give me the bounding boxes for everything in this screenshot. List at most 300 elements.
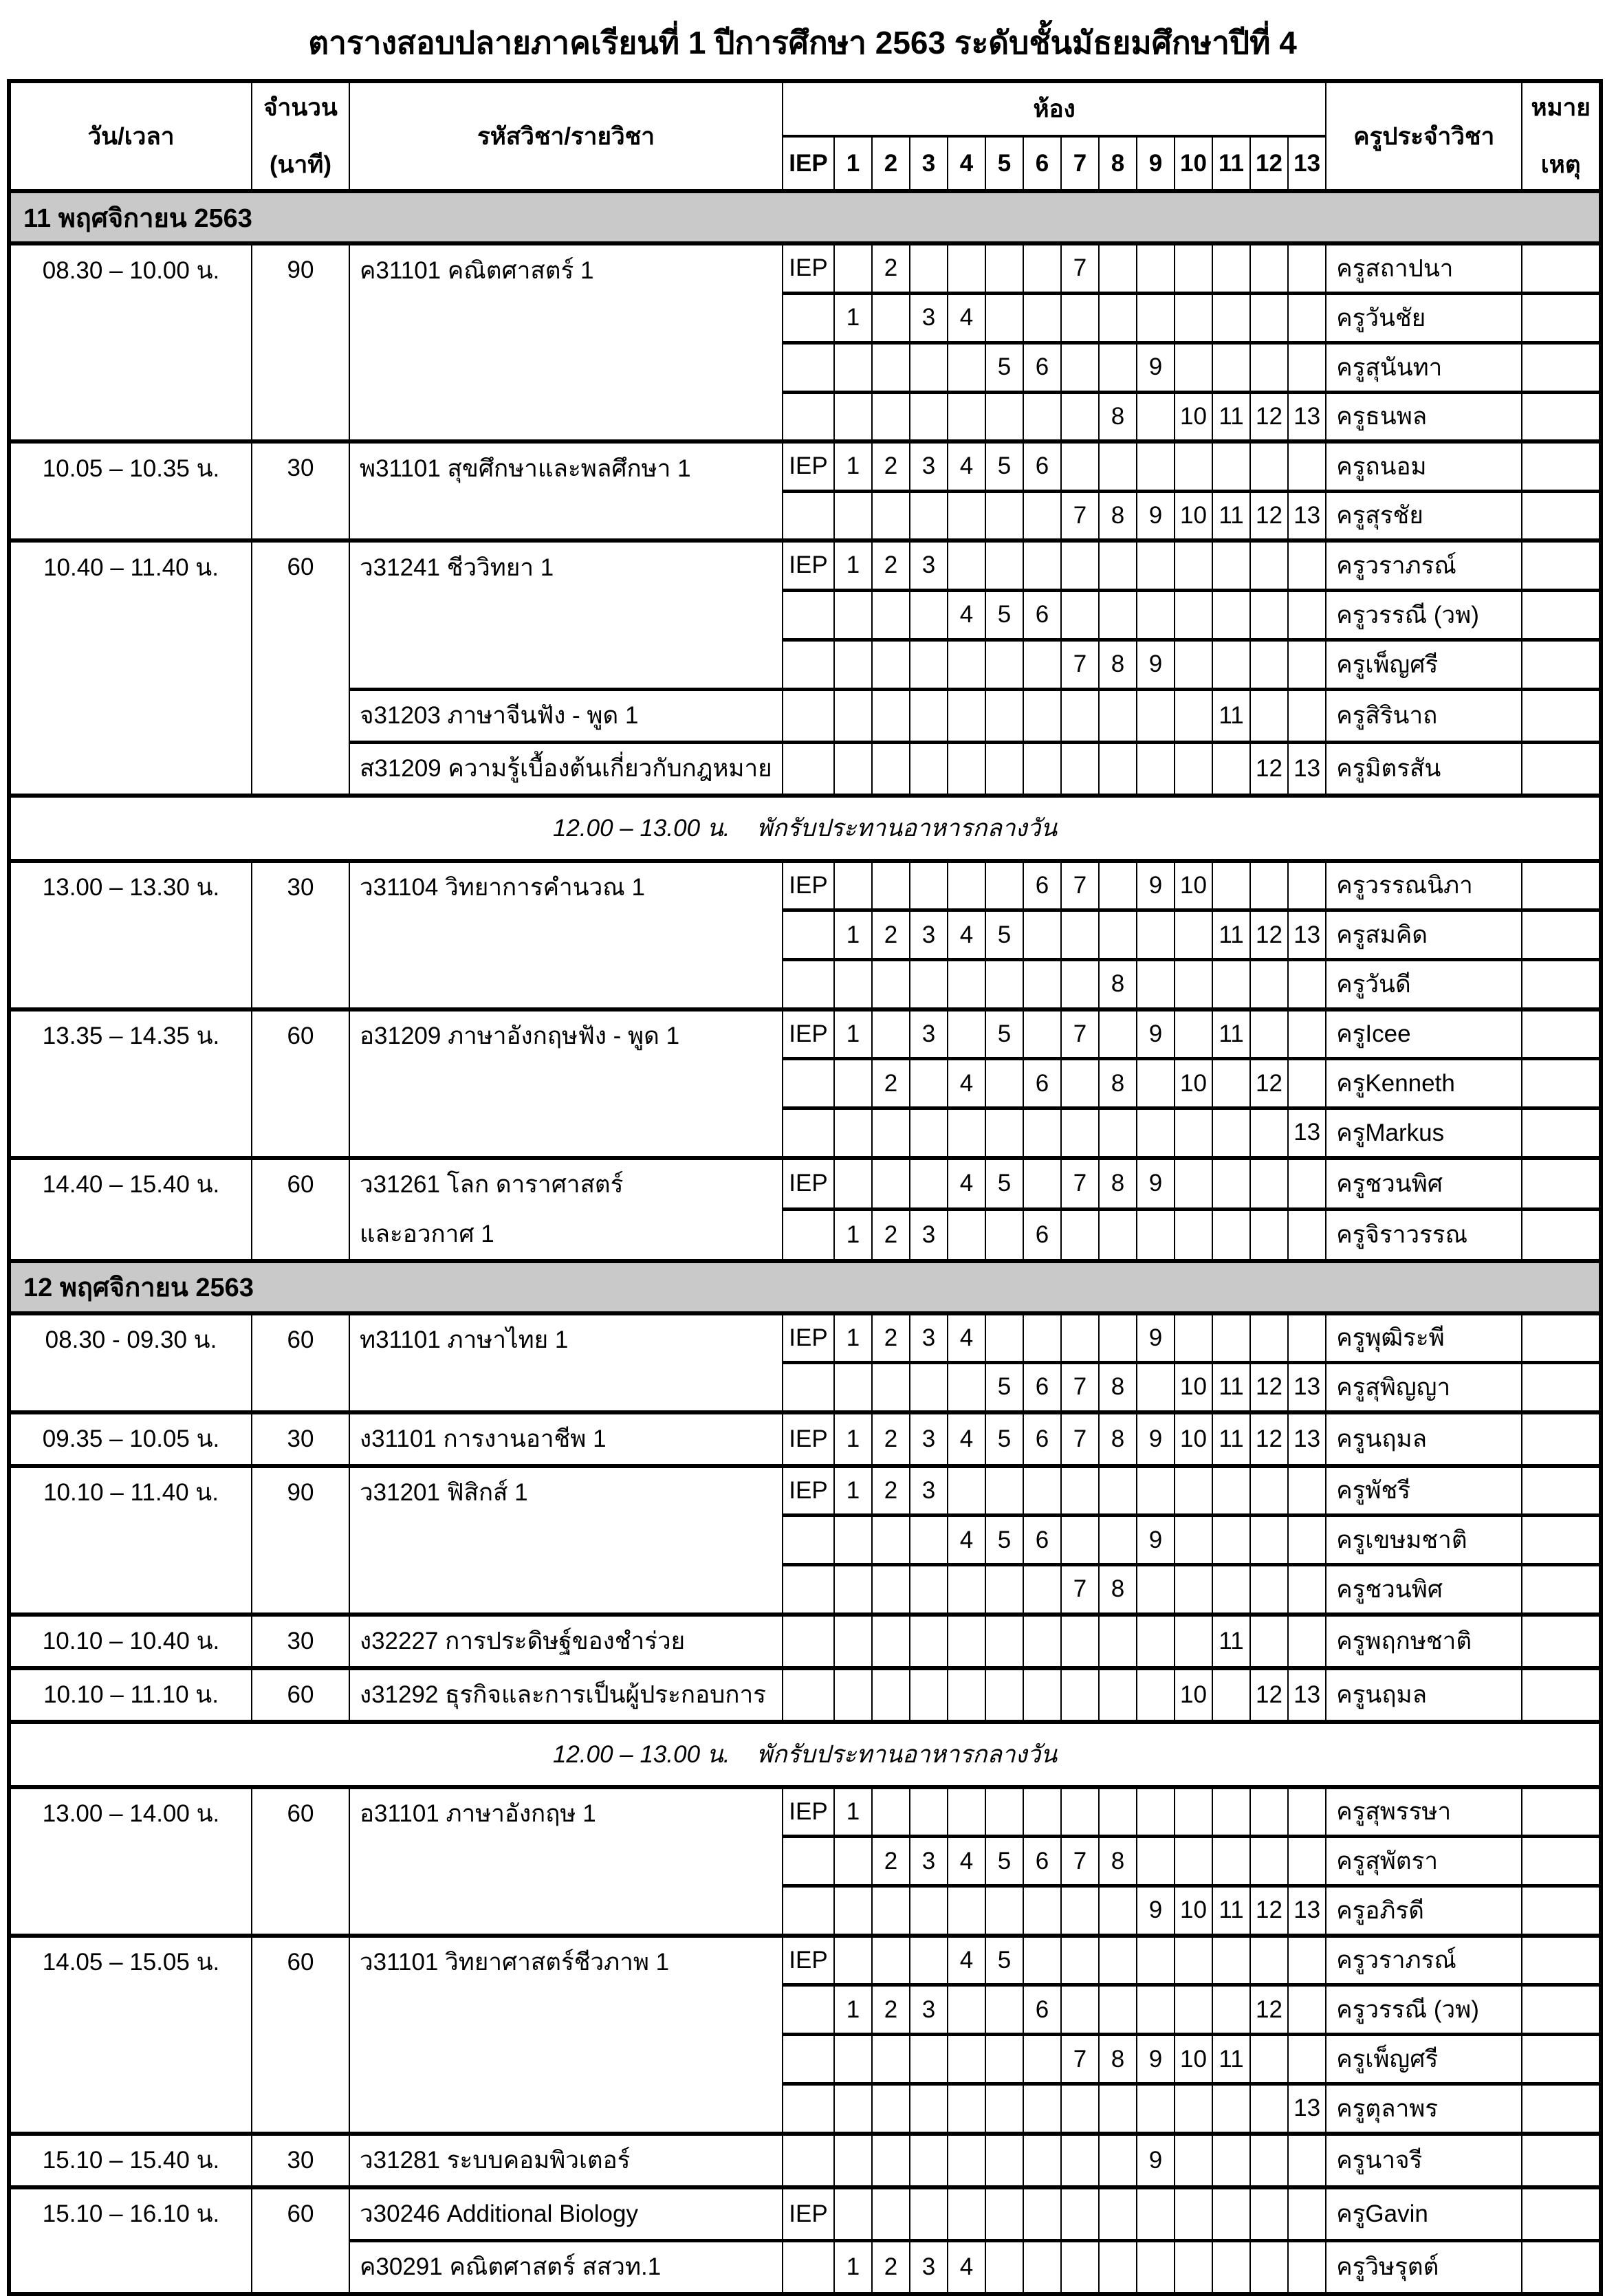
room-cell-3 bbox=[910, 1615, 948, 1668]
room-cell-12 bbox=[1250, 540, 1288, 590]
room-cell-13 bbox=[1288, 2240, 1326, 2294]
room-cell-11 bbox=[1212, 960, 1250, 1009]
room-cell-13 bbox=[1288, 293, 1326, 342]
room-cell-9 bbox=[1137, 1108, 1175, 1158]
room-cell-1 bbox=[834, 2035, 872, 2084]
room-cell-2 bbox=[872, 1886, 910, 1936]
teacher-cell: ครูวราภรณ์ bbox=[1326, 1936, 1522, 1985]
room-cell-11 bbox=[1212, 590, 1250, 639]
room-cell-5 bbox=[985, 540, 1023, 590]
room-cell-6 bbox=[1023, 243, 1061, 293]
subject-cell bbox=[349, 1668, 783, 1722]
day-band-label: 12 พฤศจิกายน 2563 bbox=[9, 1261, 1601, 1313]
room-cell-12 bbox=[1250, 1615, 1288, 1668]
room-column-header-7: 7 bbox=[1061, 136, 1099, 191]
room-cell-12: 12 bbox=[1250, 1059, 1288, 1108]
room-column-header-9: 9 bbox=[1137, 136, 1175, 191]
remarks-cell bbox=[1522, 243, 1601, 293]
room-cell-10 bbox=[1175, 1615, 1212, 1668]
room-cell-4 bbox=[948, 1210, 985, 1261]
room-cell-10: 10 bbox=[1175, 1363, 1212, 1412]
room-cell-3 bbox=[910, 960, 948, 1009]
time-label: 10.10 – 11.40 น. bbox=[43, 1479, 219, 1506]
room-cell-8 bbox=[1099, 2084, 1137, 2134]
room-cell-9: 9 bbox=[1137, 1412, 1175, 1466]
room-cell-13 bbox=[1288, 1210, 1326, 1261]
room-cell-11: 11 bbox=[1212, 1363, 1250, 1412]
room-cell-7 bbox=[1061, 1313, 1099, 1363]
subject-cell bbox=[349, 1412, 783, 1466]
room-cell-7 bbox=[1061, 1985, 1099, 2035]
room-cell-1 bbox=[834, 590, 872, 639]
minutes-cell bbox=[252, 1615, 349, 1668]
room-cell-6 bbox=[1023, 689, 1061, 742]
room-column-header-6: 6 bbox=[1023, 136, 1061, 191]
room-cell-8 bbox=[1099, 540, 1137, 590]
room-cell-2 bbox=[872, 2134, 910, 2187]
exam-row bbox=[9, 1668, 1601, 1722]
room-cell-11 bbox=[1212, 1059, 1250, 1108]
room-cell-8 bbox=[1099, 910, 1137, 960]
room-cell-11 bbox=[1212, 2134, 1250, 2187]
room-cell-8 bbox=[1099, 1615, 1137, 1668]
room-cell-2: 2 bbox=[872, 441, 910, 491]
remarks-cell bbox=[1522, 1009, 1601, 1059]
teacher-cell: ครูสิรินาถ bbox=[1326, 689, 1522, 742]
remarks-cell bbox=[1522, 1787, 1601, 1837]
remarks-cell bbox=[1522, 1158, 1601, 1210]
room-cell-5: 5 bbox=[985, 1158, 1023, 1210]
room-cell-6 bbox=[1023, 742, 1061, 796]
room-cell-3: 3 bbox=[910, 293, 948, 342]
room-cell-1 bbox=[834, 1108, 872, 1158]
remarks-cell bbox=[1522, 910, 1601, 960]
room-cell-iep bbox=[783, 2240, 834, 2294]
room-cell-6 bbox=[1023, 491, 1061, 540]
room-cell-12 bbox=[1250, 590, 1288, 639]
subject-cell bbox=[349, 1615, 783, 1668]
minutes-cell bbox=[252, 1412, 349, 1466]
room-cell-7 bbox=[1061, 960, 1099, 1009]
room-cell-11: 11 bbox=[1212, 689, 1250, 742]
room-cell-4 bbox=[948, 2134, 985, 2187]
remarks-cell bbox=[1522, 960, 1601, 1009]
room-cell-4 bbox=[948, 392, 985, 441]
room-cell-9: 9 bbox=[1137, 1313, 1175, 1363]
time-label: 14.05 – 15.05 น. bbox=[42, 1949, 220, 1976]
room-cell-10 bbox=[1175, 1837, 1212, 1886]
room-cell-13: 13 bbox=[1288, 1363, 1326, 1412]
subject-label: ว30246 Additional Biology bbox=[360, 2200, 638, 2227]
room-cell-iep: IEP bbox=[783, 441, 834, 491]
room-cell-9 bbox=[1137, 1615, 1175, 1668]
room-cell-8 bbox=[1099, 861, 1137, 910]
lunch-break-row bbox=[9, 796, 1601, 861]
room-cell-10 bbox=[1175, 2084, 1212, 2134]
room-cell-2: 2 bbox=[872, 540, 910, 590]
room-cell-11 bbox=[1212, 342, 1250, 392]
room-cell-3 bbox=[910, 742, 948, 796]
room-cell-4: 4 bbox=[948, 1158, 985, 1210]
teacher-cell: ครูวรรณี (วพ) bbox=[1326, 1985, 1522, 2035]
room-cell-6: 6 bbox=[1023, 1059, 1061, 1108]
room-cell-13 bbox=[1288, 1837, 1326, 1886]
teacher-cell: ครูวราภรณ์ bbox=[1326, 540, 1522, 590]
room-cell-12 bbox=[1250, 2240, 1288, 2294]
subject-label: ค30291 คณิตศาสตร์ สสวท.1 bbox=[360, 2253, 662, 2280]
room-cell-7 bbox=[1061, 1936, 1099, 1985]
room-cell-10 bbox=[1175, 1936, 1212, 1985]
room-cell-8 bbox=[1099, 1108, 1137, 1158]
room-cell-6 bbox=[1023, 1886, 1061, 1936]
room-cell-3 bbox=[910, 2187, 948, 2241]
room-cell-12 bbox=[1250, 1009, 1288, 1059]
room-cell-7 bbox=[1061, 590, 1099, 639]
room-cell-11 bbox=[1212, 1108, 1250, 1158]
room-cell-2 bbox=[872, 342, 910, 392]
remarks-header-stack bbox=[1522, 85, 1599, 188]
room-cell-1 bbox=[834, 1837, 872, 1886]
room-cell-7 bbox=[1061, 1059, 1099, 1108]
room-cell-10 bbox=[1175, 1516, 1212, 1565]
time-cell bbox=[9, 1313, 252, 1412]
minutes-cell bbox=[252, 441, 349, 540]
room-cell-13: 13 bbox=[1288, 392, 1326, 441]
time-label: 13.00 – 13.30 น. bbox=[42, 874, 220, 901]
subject-cell bbox=[349, 742, 783, 796]
subject-cell bbox=[349, 689, 783, 742]
room-cell-2 bbox=[872, 491, 910, 540]
remarks-cell bbox=[1522, 1210, 1601, 1261]
room-cell-6 bbox=[1023, 1936, 1061, 1985]
room-cell-7 bbox=[1061, 910, 1099, 960]
room-cell-10 bbox=[1175, 2187, 1212, 2241]
room-cell-5 bbox=[985, 1985, 1023, 2035]
room-cell-2 bbox=[872, 960, 910, 1009]
remarks-cell bbox=[1522, 392, 1601, 441]
room-cell-12: 12 bbox=[1250, 1412, 1288, 1466]
room-cell-5 bbox=[985, 1466, 1023, 1516]
room-cell-6 bbox=[1023, 639, 1061, 689]
room-cell-2 bbox=[872, 2084, 910, 2134]
room-cell-10 bbox=[1175, 342, 1212, 392]
room-cell-10 bbox=[1175, 960, 1212, 1009]
exam-row bbox=[9, 2134, 1601, 2187]
room-cell-9 bbox=[1137, 1936, 1175, 1985]
room-cell-11 bbox=[1212, 2187, 1250, 2241]
room-cell-10 bbox=[1175, 639, 1212, 689]
room-cell-12: 12 bbox=[1250, 1985, 1288, 2035]
room-cell-iep: IEP bbox=[783, 1936, 834, 1985]
remarks-cell bbox=[1522, 1886, 1601, 1936]
room-cell-iep bbox=[783, 2134, 834, 2187]
subject-label: และอวกาศ 1 bbox=[360, 1221, 494, 1247]
room-cell-9 bbox=[1137, 1210, 1175, 1261]
teacher-cell: ครูตุลาพร bbox=[1326, 2084, 1522, 2134]
room-cell-iep bbox=[783, 1615, 834, 1668]
room-cell-13 bbox=[1288, 2134, 1326, 2187]
room-cell-iep: IEP bbox=[783, 1313, 834, 1363]
room-cell-3 bbox=[910, 1936, 948, 1985]
room-cell-11 bbox=[1212, 1837, 1250, 1886]
room-cell-13 bbox=[1288, 639, 1326, 689]
room-cell-12 bbox=[1250, 2134, 1288, 2187]
room-cell-9: 9 bbox=[1137, 1886, 1175, 1936]
room-cell-4 bbox=[948, 540, 985, 590]
room-cell-7 bbox=[1061, 342, 1099, 392]
room-cell-4 bbox=[948, 1565, 985, 1615]
room-cell-3 bbox=[910, 392, 948, 441]
time-label: 08.30 – 10.00 น. bbox=[42, 256, 220, 284]
room-column-header-11: 11 bbox=[1212, 136, 1250, 191]
room-cell-iep bbox=[783, 1363, 834, 1412]
room-cell-10 bbox=[1175, 590, 1212, 639]
time-label: 10.40 – 11.40 น. bbox=[43, 554, 219, 581]
room-cell-3 bbox=[910, 2035, 948, 2084]
room-cell-9 bbox=[1137, 2187, 1175, 2241]
minutes-label: 30 bbox=[287, 1425, 314, 1452]
duration-header-line2: (นาที) bbox=[270, 151, 331, 178]
remarks-cell bbox=[1522, 1108, 1601, 1158]
room-cell-iep: IEP bbox=[783, 540, 834, 590]
room-cell-8: 8 bbox=[1099, 2035, 1137, 2084]
room-cell-3 bbox=[910, 2084, 948, 2134]
room-cell-10: 10 bbox=[1175, 1668, 1212, 1722]
room-cell-10 bbox=[1175, 742, 1212, 796]
room-cell-11 bbox=[1212, 1936, 1250, 1985]
teacher-cell: ครูวรรณนิภา bbox=[1326, 861, 1522, 910]
room-cell-9 bbox=[1137, 1059, 1175, 1108]
minutes-label: 60 bbox=[287, 1681, 314, 1708]
room-cell-1: 1 bbox=[834, 910, 872, 960]
room-cell-6 bbox=[1023, 1787, 1061, 1837]
room-cell-3 bbox=[910, 1565, 948, 1615]
room-cell-8 bbox=[1099, 2240, 1137, 2294]
room-cell-6: 6 bbox=[1023, 1210, 1061, 1261]
teacher-cell: ครูพฤกษชาติ bbox=[1326, 1615, 1522, 1668]
room-cell-7 bbox=[1061, 2187, 1099, 2241]
minutes-label: 30 bbox=[287, 1627, 314, 1654]
subject-label: ว31201 ฟิสิกส์ 1 bbox=[360, 1479, 528, 1506]
room-cell-11: 11 bbox=[1212, 910, 1250, 960]
room-cell-3: 3 bbox=[910, 1466, 948, 1516]
room-cell-iep: IEP bbox=[783, 1009, 834, 1059]
room-cell-1 bbox=[834, 960, 872, 1009]
room-cell-7 bbox=[1061, 1108, 1099, 1158]
time-cell bbox=[9, 540, 252, 796]
room-cell-1 bbox=[834, 1936, 872, 1985]
room-cell-12: 12 bbox=[1250, 491, 1288, 540]
room-cell-8: 8 bbox=[1099, 639, 1137, 689]
room-cell-10 bbox=[1175, 1108, 1212, 1158]
room-cell-1 bbox=[834, 1615, 872, 1668]
room-cell-5 bbox=[985, 293, 1023, 342]
room-cell-9 bbox=[1137, 293, 1175, 342]
remarks-cell bbox=[1522, 639, 1601, 689]
room-cell-2: 2 bbox=[872, 1466, 910, 1516]
room-cell-7 bbox=[1061, 1210, 1099, 1261]
minutes-label: 60 bbox=[287, 1800, 314, 1827]
room-cell-9 bbox=[1137, 1787, 1175, 1837]
room-cell-11: 11 bbox=[1212, 1615, 1250, 1668]
room-cell-9 bbox=[1137, 2240, 1175, 2294]
room-cell-1 bbox=[834, 742, 872, 796]
room-cell-1: 1 bbox=[834, 1985, 872, 2035]
room-cell-9 bbox=[1137, 960, 1175, 1009]
room-cell-7: 7 bbox=[1061, 491, 1099, 540]
column-header-subject: รหัสวิชา/รายวิชา bbox=[349, 81, 783, 191]
room-cell-iep bbox=[783, 293, 834, 342]
minutes-label: 60 bbox=[287, 554, 314, 580]
remarks-cell bbox=[1522, 861, 1601, 910]
room-cell-2 bbox=[872, 293, 910, 342]
teacher-cell: ครูนฤมล bbox=[1326, 1412, 1522, 1466]
room-cell-13 bbox=[1288, 540, 1326, 590]
room-cell-2 bbox=[872, 2187, 910, 2241]
time-cell bbox=[9, 243, 252, 441]
room-column-header-1: 1 bbox=[834, 136, 872, 191]
room-cell-4: 4 bbox=[948, 1837, 985, 1886]
room-cell-2: 2 bbox=[872, 910, 910, 960]
room-cell-6 bbox=[1023, 1565, 1061, 1615]
exam-schedule-table bbox=[7, 79, 1603, 2296]
room-cell-iep bbox=[783, 590, 834, 639]
room-column-header-4: 4 bbox=[948, 136, 985, 191]
time-cell bbox=[9, 1787, 252, 1936]
room-cell-11: 11 bbox=[1212, 392, 1250, 441]
room-cell-12: 12 bbox=[1250, 1668, 1288, 1722]
room-column-header-8: 8 bbox=[1099, 136, 1137, 191]
minutes-cell bbox=[252, 1668, 349, 1722]
room-cell-1 bbox=[834, 689, 872, 742]
room-cell-11 bbox=[1212, 441, 1250, 491]
minutes-cell bbox=[252, 1158, 349, 1261]
remarks-cell bbox=[1522, 2187, 1601, 2241]
room-cell-2 bbox=[872, 1565, 910, 1615]
room-cell-1 bbox=[834, 1158, 872, 1210]
exam-row bbox=[9, 861, 1601, 910]
lunch-break-label: 12.00 – 13.00 น. พักรับประทานอาหารกลางวัน bbox=[9, 1722, 1601, 1787]
room-cell-3 bbox=[910, 1363, 948, 1412]
room-cell-9 bbox=[1137, 1565, 1175, 1615]
room-cell-13: 13 bbox=[1288, 1668, 1326, 1722]
room-cell-4 bbox=[948, 960, 985, 1009]
exam-row bbox=[9, 1412, 1601, 1466]
room-cell-iep: IEP bbox=[783, 2187, 834, 2241]
room-cell-8 bbox=[1099, 590, 1137, 639]
room-cell-9 bbox=[1137, 1668, 1175, 1722]
room-cell-1: 1 bbox=[834, 1313, 872, 1363]
teacher-cell: ครูเขษมชาติ bbox=[1326, 1516, 1522, 1565]
room-cell-10 bbox=[1175, 1313, 1212, 1363]
room-cell-6 bbox=[1023, 392, 1061, 441]
lunch-break-row bbox=[9, 1722, 1601, 1787]
room-cell-11 bbox=[1212, 293, 1250, 342]
subject-label: ง31101 การงานอาชีพ 1 bbox=[360, 1425, 607, 1452]
exam-row bbox=[9, 1009, 1601, 1059]
room-cell-12: 12 bbox=[1250, 392, 1288, 441]
minutes-label: 60 bbox=[287, 1022, 314, 1049]
room-cell-9 bbox=[1137, 540, 1175, 590]
room-cell-10: 10 bbox=[1175, 1059, 1212, 1108]
column-header-rooms: ห้อง bbox=[783, 81, 1326, 136]
room-cell-13 bbox=[1288, 1985, 1326, 2035]
room-cell-9: 9 bbox=[1137, 1009, 1175, 1059]
minutes-label: 60 bbox=[287, 2200, 314, 2227]
room-cell-8: 8 bbox=[1099, 1412, 1137, 1466]
exam-row bbox=[9, 441, 1601, 491]
room-cell-12: 12 bbox=[1250, 910, 1288, 960]
room-cell-11: 11 bbox=[1212, 491, 1250, 540]
room-cell-3: 3 bbox=[910, 1313, 948, 1363]
room-cell-7 bbox=[1061, 2084, 1099, 2134]
room-cell-4: 4 bbox=[948, 441, 985, 491]
room-cell-2: 2 bbox=[872, 1059, 910, 1108]
teacher-cell: ครูสุรชัย bbox=[1326, 491, 1522, 540]
room-cell-iep bbox=[783, 392, 834, 441]
room-cell-2 bbox=[872, 639, 910, 689]
room-cell-3 bbox=[910, 491, 948, 540]
room-cell-5 bbox=[985, 2240, 1023, 2294]
room-cell-2 bbox=[872, 861, 910, 910]
room-cell-9: 9 bbox=[1137, 2134, 1175, 2187]
room-cell-iep bbox=[783, 742, 834, 796]
room-cell-6: 6 bbox=[1023, 1412, 1061, 1466]
room-cell-11 bbox=[1212, 540, 1250, 590]
room-cell-1 bbox=[834, 1059, 872, 1108]
room-cell-1 bbox=[834, 2134, 872, 2187]
room-cell-8: 8 bbox=[1099, 392, 1137, 441]
room-cell-1 bbox=[834, 861, 872, 910]
room-cell-7: 7 bbox=[1061, 243, 1099, 293]
room-cell-1: 1 bbox=[834, 2240, 872, 2294]
time-label: 14.40 – 15.40 น. bbox=[42, 1171, 220, 1198]
room-cell-10 bbox=[1175, 2134, 1212, 2187]
room-cell-7 bbox=[1061, 540, 1099, 590]
room-cell-7: 7 bbox=[1061, 2035, 1099, 2084]
room-cell-5: 5 bbox=[985, 342, 1023, 392]
room-cell-11 bbox=[1212, 742, 1250, 796]
subject-cell bbox=[349, 441, 783, 540]
room-cell-7: 7 bbox=[1061, 1565, 1099, 1615]
room-cell-8 bbox=[1099, 1787, 1137, 1837]
room-cell-11 bbox=[1212, 1158, 1250, 1210]
room-cell-6 bbox=[1023, 1668, 1061, 1722]
room-cell-4 bbox=[948, 2187, 985, 2241]
room-cell-3 bbox=[910, 1108, 948, 1158]
remarks-cell bbox=[1522, 1412, 1601, 1466]
column-header-duration bbox=[252, 81, 349, 191]
subject-cell bbox=[349, 243, 783, 441]
room-cell-5 bbox=[985, 243, 1023, 293]
minutes-label: 30 bbox=[287, 873, 314, 901]
room-cell-12 bbox=[1250, 1158, 1288, 1210]
room-cell-6: 6 bbox=[1023, 441, 1061, 491]
room-cell-11 bbox=[1212, 1668, 1250, 1722]
room-cell-11: 11 bbox=[1212, 1009, 1250, 1059]
room-cell-13 bbox=[1288, 441, 1326, 491]
room-cell-2 bbox=[872, 1363, 910, 1412]
room-cell-7 bbox=[1061, 2134, 1099, 2187]
room-cell-9 bbox=[1137, 1466, 1175, 1516]
subject-cell bbox=[349, 1787, 783, 1936]
room-cell-6 bbox=[1023, 910, 1061, 960]
remarks-header-line2: เหตุ bbox=[1540, 151, 1581, 178]
room-cell-5 bbox=[985, 1886, 1023, 1936]
room-cell-4 bbox=[948, 639, 985, 689]
room-cell-6 bbox=[1023, 1615, 1061, 1668]
room-cell-8 bbox=[1099, 1313, 1137, 1363]
